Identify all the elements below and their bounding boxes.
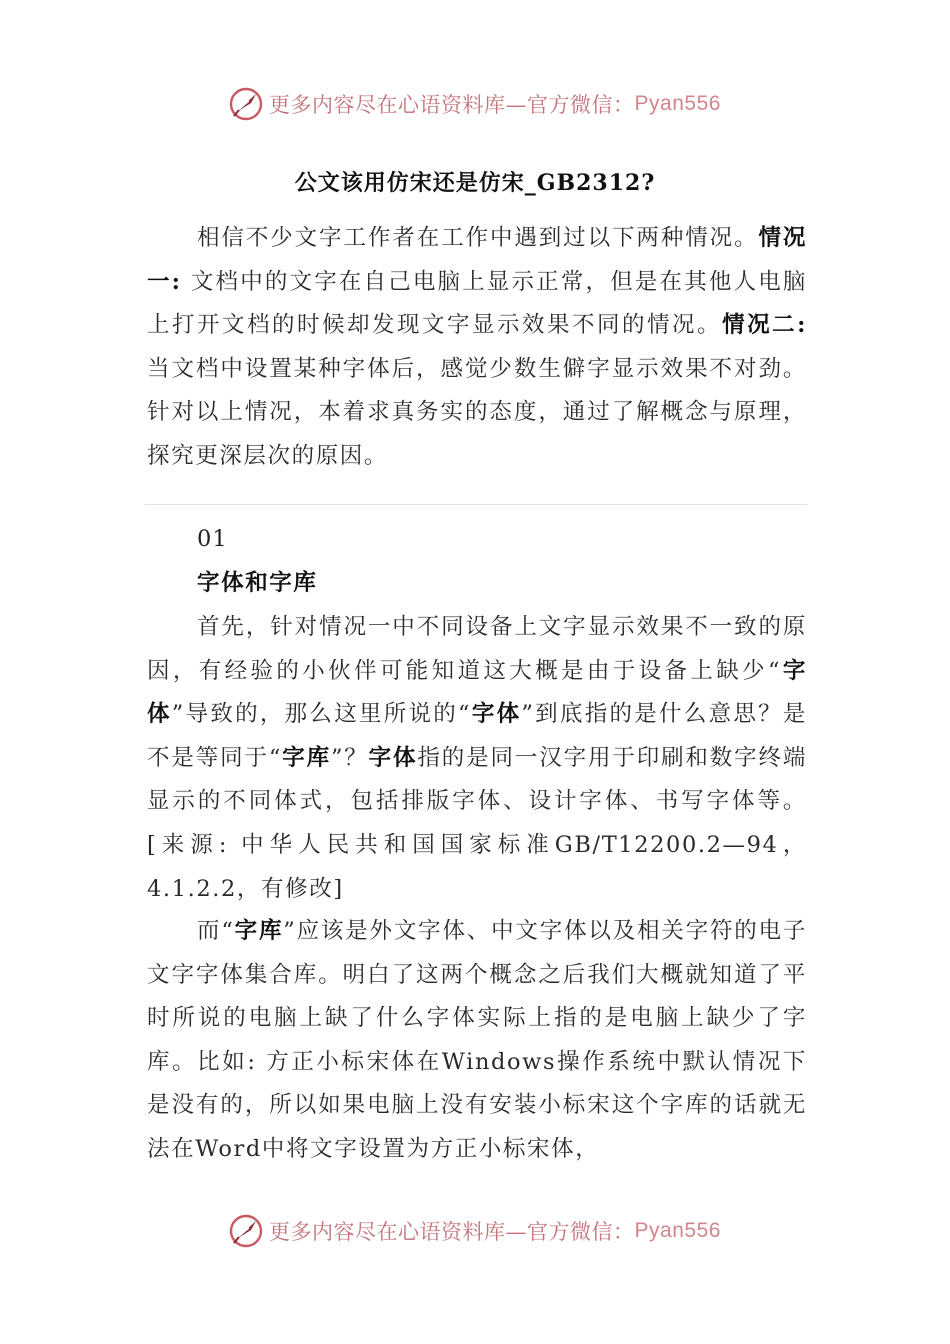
body1-text-2: ”导致的，那么这里所说的“: [171, 701, 472, 728]
quill-logo-icon: [229, 1214, 263, 1248]
body-paragraph-2: [147, 910, 807, 1172]
body2-text-1: 而“: [197, 918, 235, 944]
header-banner: [0, 84, 950, 124]
quill-logo-icon: [229, 87, 263, 121]
body1-bold-1: 字体: [147, 657, 807, 728]
body1-bold-3: 字库: [281, 744, 331, 771]
footer-banner-text: 更多内容尽在心语资料库—官方微信：: [269, 1220, 635, 1244]
body1-bold-2: 字体: [471, 701, 522, 728]
case-two-label: 情况二:: [722, 312, 807, 339]
section-heading: 字体和字库: [197, 570, 318, 596]
banner-wechat-id: Pyan556: [634, 92, 721, 115]
document-title: 公文该用仿宋还是仿宋_GB2312?: [294, 170, 656, 196]
banner-text: 更多内容尽在心语资料库—官方微信：: [269, 93, 635, 117]
body1-text-5: 指的是同一汉字用于印刷和数字终端显示的不同体式，包括排版字体、设计字体、书写字体等。[来源: 中华人民共和国国家标准GB/T12200.2—94，4.1.2.2，有修改]: [147, 744, 807, 902]
body1-text-4: ”？: [330, 744, 369, 771]
body1-bold-4: 字体: [368, 744, 418, 771]
body-paragraph-1: [147, 606, 807, 911]
section-divider: [145, 504, 807, 505]
case-one-text: 文档中的文字在自己电脑上显示正常，但是在其他人电脑上打开文档的时候却发现文字显示效果不同的情况。: [147, 268, 807, 339]
body2-text-2: ”应该是外文字体、中文字体以及相关字符的电子文字字体集合库。明白了这两个概念之后我们大概就知道了平时所说的电脑上缺了什么字体实际上指的是电脑上缺少了字库。比如: 方正小标宋体在Windows操作系统中默认情况下是没有的，所以如果电脑上没有安装小标宋这个字库的话就无法在Word中将文字设置为方正小标宋体，: [147, 918, 807, 1162]
footer-banner: [0, 1211, 950, 1251]
body1-text-1: 首先，针对情况一中不同设备上文字显示效果不一致的原因，有经验的小伙伴可能知道这大概是由于设备上缺少“: [147, 614, 807, 684]
footer-wechat-id: Pyan556: [634, 1219, 721, 1242]
intro-paragraph: [147, 217, 807, 479]
body2-bold-1: 字库: [234, 918, 284, 944]
section-number: 01: [197, 526, 228, 552]
case-two-text: 当文档中设置某种字体后，感觉少数生僻字显示效果不对劲。针对以上情况，本着求真务实的态度，通过了解概念与原理，探究更深层次的原因。: [147, 355, 807, 469]
intro-lead: 相信不少文字工作者在工作中遇到过以下两种情况。: [197, 225, 759, 251]
intro-section: [147, 217, 807, 479]
body1-text-3: ”到底指的是什么意思？是不是等同于“: [147, 701, 808, 771]
case-one-label: 情况一:: [147, 225, 807, 295]
